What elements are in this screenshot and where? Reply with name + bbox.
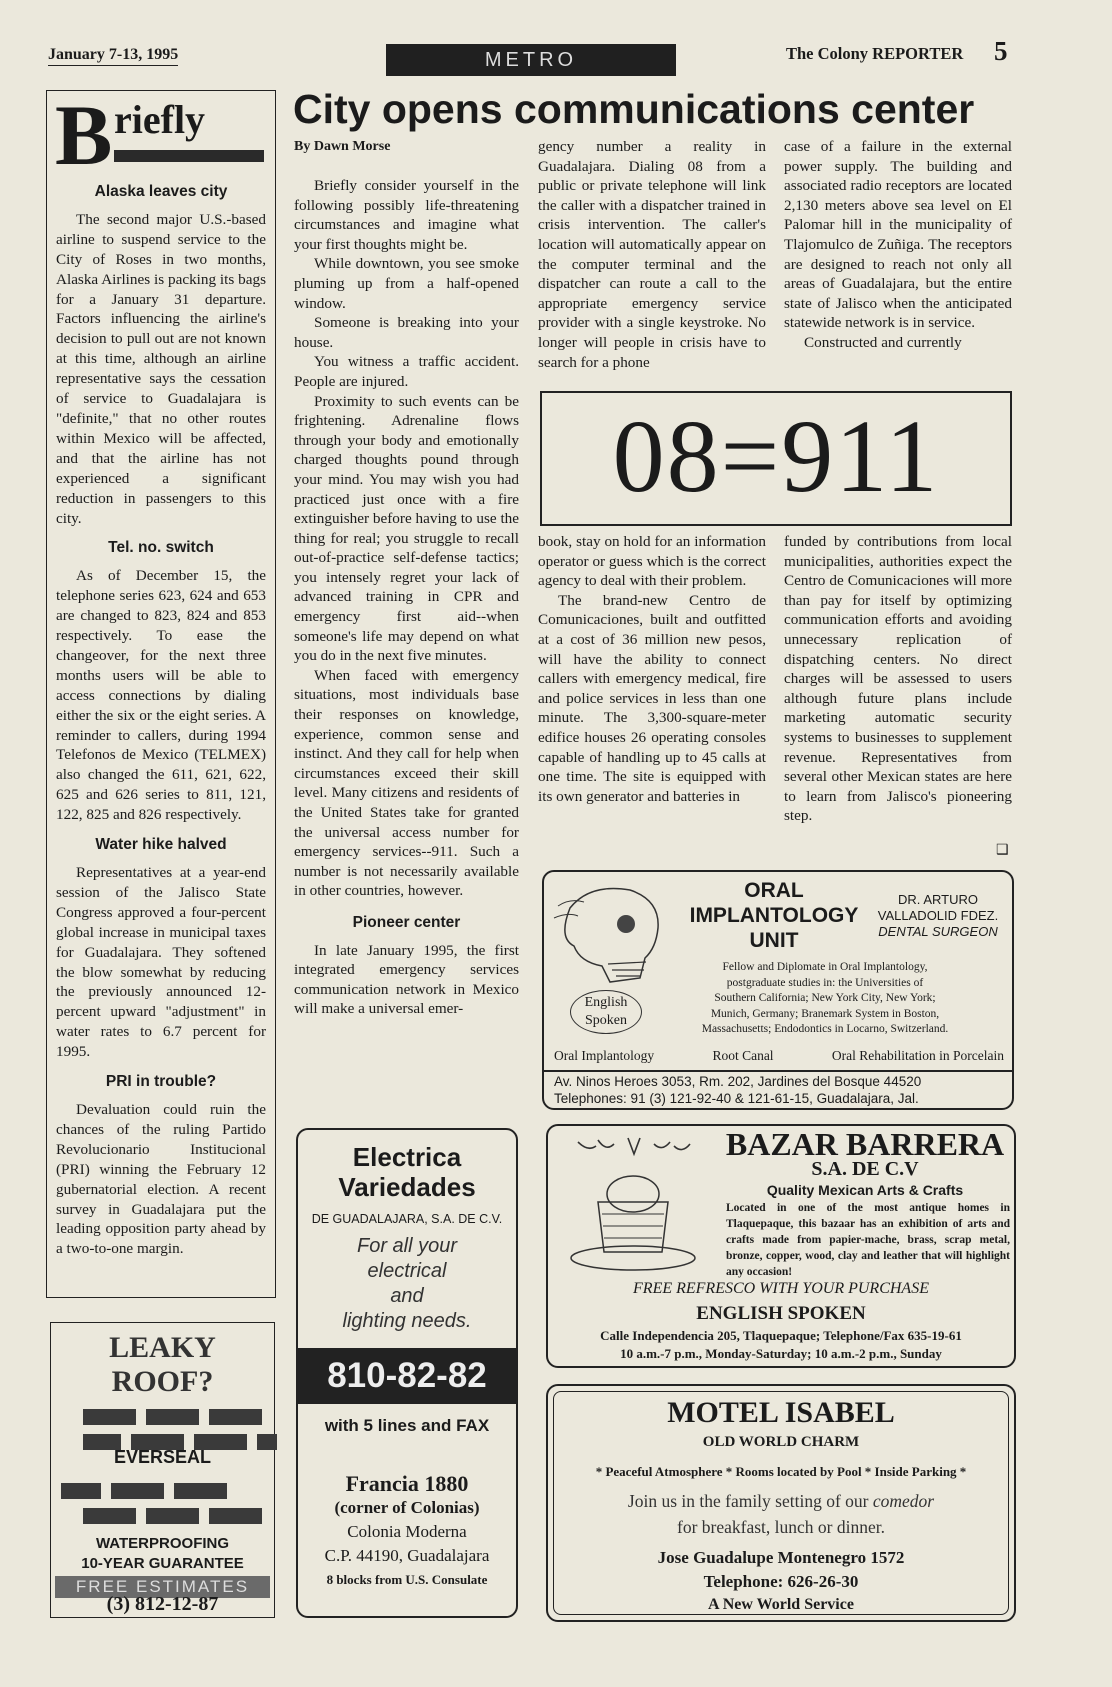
article-column-2-bottom [538, 532, 766, 806]
article-paragraph: The brand-new Centro de Comunicaciones, built and outfitted at a cost of 36 million new pesos, will have the ability to connect callers with emergency medical, fire and police services in less than one minute. The 3,300-square-meter edifice houses 26 operating consoles capable of handling up to 45 calls at one time. The site is equipped with its own generator and batteries in [538, 591, 766, 805]
bazar-company: S.A. DE C.V [811, 1158, 919, 1180]
basket-illustration-icon [558, 1132, 708, 1282]
join-italic: comedor [872, 1491, 935, 1511]
issue-date: January 7-13, 1995 [48, 46, 178, 66]
briefly-drop-letter: B [55, 87, 113, 183]
oral-title [674, 878, 874, 953]
leaky-phone: (3) 812-12-87 [106, 1593, 219, 1615]
brick-row [83, 1409, 262, 1425]
motel-join-line: for breakfast, lunch or dinner. [677, 1517, 885, 1537]
article-column-3-top [784, 137, 1012, 353]
brief-body: Representatives at a year-end session of the Jalisco State Congress approved a four-percent global increase in municipal taxes for Guadalajara. They softened the blow somewhat by reducing the previously announced 12-percent upward "adjustment" in water rates to 6.7 percent for 1995. [56, 864, 266, 1061]
bazar-promo: FREE REFRESCO WITH YOUR PURCHASE [633, 1280, 929, 1297]
bazar-description: Located in one of the most antique homes in Tlaquepaque, this bazaar has an exhibition of arts and crafts made from papier-mache, brass, scrap metal, bronze, copper, wood, clay and leather that will highlight any occasion! [726, 1202, 1010, 1278]
address-line: (corner of Colonias) [334, 1498, 480, 1517]
oral-title-line: ORAL [744, 879, 804, 902]
callout-number: 08=911 [612, 399, 940, 514]
article-paragraph: When faced with emergency situations, most individuals base their responses on knowledge, experience, common sense and instinct. And they call for help when circumstances exceed their skill level. Many citizens and residents of the United States take for granted the universal access number for emergency services--911. Such a number is not necessarily available in other countries, however. [294, 666, 519, 900]
article-paragraph: Constructed and currently [804, 333, 962, 351]
credential-line: Munich, Germany; Branemark System in Boston, [710, 1007, 940, 1020]
doctor-line: VALLADOLID FDEZ. [877, 908, 999, 923]
bazar-name: BAZAR BARRERA [725, 1126, 1005, 1162]
article-headline: City opens communications center [293, 86, 975, 132]
leaky-line2: ROOF? [111, 1365, 214, 1398]
motel-tag: OLD WORLD CHARM [702, 1434, 860, 1450]
oral-divider [544, 1070, 1012, 1072]
brief-body: Devaluation could ruin the chances of the ruling Partido Revolucionario Institucional (PRI) winning the February 12 gubernatorial election. A recent survey in Guadalajara put the leading opposition party ahead by a two-to-one margin. [56, 1100, 266, 1258]
doctor-line: DR. ARTURO [898, 892, 978, 907]
section-banner [386, 44, 676, 76]
paper-name: The Colony REPORTER [786, 44, 964, 63]
article-paragraph: In late January 1995, the first integrated emergency services communication network in Mexico will make a universal emer- [294, 941, 519, 1018]
article-paragraph: gency number a reality in Guadalajara. Dialing 08 from a public or private telephone will link the caller with a dispatcher trained in crisis intervention. The caller's location will automatically appear on the computer terminal and the dispatcher can route a call to the appropriate emergency service provider with a single keystroke. No longer will people in crisis have to search for a phone [538, 138, 766, 371]
article-paragraph: Someone is breaking into your house. [294, 314, 519, 351]
brief-heading: Water hike halved [95, 836, 227, 854]
electrica-name1: Electrica [352, 1142, 462, 1172]
slogan-line: lighting needs. [342, 1310, 472, 1332]
article-paragraph: funded by contributions from local municipalities, authorities expect the Centro de Comunicaciones will more than pay for itself by optimizing communication efforts and avoiding unnecessary replication of dispatching centers. No direct charges will be assessed to users although future plans include marketing automatic security systems to businesses to supplement revenue. Representatives from several other Mexican states are here to learn from Jalisco's pioneering step. [784, 533, 1012, 825]
section-label: METRO [484, 49, 578, 71]
credential-line: Southern California; New York City, New York; [714, 992, 936, 1004]
english-line: English [584, 995, 628, 1010]
briefly-title: riefly [114, 97, 206, 142]
callout-box [540, 391, 1012, 526]
article-column-1 [294, 176, 519, 1019]
credential-line: postgraduate studies in: the Universities of [726, 976, 924, 989]
brick-row [83, 1508, 262, 1524]
credential-line: Massachusetts; Endodontics in Locarno, Switzerland. [701, 1023, 949, 1035]
motel-address: Jose Guadalupe Montenegro 1572 [657, 1548, 905, 1567]
leaky-brand: EVERSEAL [113, 1447, 212, 1467]
address-line: 8 blocks from U.S. Consulate [326, 1572, 488, 1587]
article-subhead: Pioneer center [352, 913, 461, 931]
article-paragraph: case of a failure in the external power supply. The building and associated radio receptors are located 2,130 meters above sea level on El Palomar hill in the municipality of Tlajomulco de Zuñiga. The receptors are designed to reach not only all areas of Guadalajara, but the entire state of Jalisco when the anticipated statewide network is in service. [784, 138, 1012, 332]
electrica-slogan [298, 1234, 516, 1334]
article-paragraph: Briefly consider yourself in the following possibly life-threatening circumstances and imagine what your first thoughts might be. [294, 177, 519, 253]
electrica-company: DE GUADALAJARA, S.A. DE C.V. [311, 1212, 503, 1226]
article-column-3-bottom [784, 532, 1012, 826]
ad-leaky-roof [50, 1322, 275, 1618]
motel-join-line [548, 1488, 1014, 1514]
oral-phones: Telephones: 91 (3) 121-92-40 & 121-61-15, Guadalajara, Jal. [554, 1091, 919, 1106]
doctor-line: DENTAL SURGEON [878, 924, 998, 939]
briefly-rule [114, 150, 264, 162]
slogan-line: electrical [367, 1260, 447, 1282]
english-spoken-badge [570, 990, 642, 1034]
leaky-line1: LEAKY [109, 1331, 216, 1364]
slogan-line: and [390, 1285, 424, 1307]
service-item: Root Canal [712, 1048, 774, 1063]
leaky-tag2: 10-YEAR GUARANTEE [81, 1555, 244, 1572]
address-line: Colonia Moderna [347, 1522, 467, 1541]
oral-services [554, 1048, 1004, 1064]
ad-oral-implantology [542, 870, 1014, 1110]
slogan-line: For all your [356, 1235, 458, 1257]
address-line: Francia 1880 [345, 1471, 469, 1496]
page-number: 5 [994, 36, 1008, 66]
electrica-name2: Variedades [338, 1172, 476, 1202]
bazar-english: ENGLISH SPOKEN [696, 1303, 866, 1324]
oral-address: Av. Ninos Heroes 3053, Rm. 202, Jardines del Bosque 44520 [554, 1074, 922, 1089]
brief-body: The second major U.S.-based airline to suspend service to the City of Roses in two months, Alaska Airlines is packing its bags for a January 31 departure. Factors influencing the airline's decision to pull out are not known at this time, although an airline representative says the cessation of service to Guadalajara is "definite," that no other routes within Mexico will be affected, and that the airline has not experienced a significant reduction in passengers to this city. [56, 210, 266, 527]
bazar-tagline: Quality Mexican Arts & Crafts [766, 1182, 964, 1198]
oral-credentials [660, 960, 990, 1038]
motel-features: * Peaceful Atmosphere * Rooms located by Pool * Inside Parking * [595, 1464, 967, 1479]
brief-heading: PRI in trouble? [105, 1073, 217, 1091]
ad-electrica [296, 1128, 518, 1618]
service-item: Oral Rehabilitation in Porcelain [831, 1048, 1004, 1063]
motel-join [548, 1488, 1014, 1540]
end-mark: ❑ [996, 843, 1009, 858]
ad-bazar-barrera [546, 1124, 1016, 1368]
electrica-phone: 810-82-82 [298, 1348, 516, 1404]
oral-title-line: UNIT [749, 929, 799, 952]
article-byline: By Dawn Morse [294, 139, 391, 154]
electrica-lines: with 5 lines and FAX [324, 1416, 490, 1435]
motel-slogan: A New World Service [708, 1596, 854, 1613]
article-paragraph: While downtown, you see smoke pluming up from a half-opened window. [294, 255, 519, 312]
oral-title-line: IMPLANTOLOGY [689, 904, 859, 927]
briefly-column [56, 176, 266, 1259]
skull-illustration-icon [550, 878, 670, 988]
article-column-2-top [538, 137, 766, 372]
leaky-free-estimates: FREE ESTIMATES [55, 1576, 270, 1598]
brick-row [61, 1483, 227, 1499]
service-item: Oral Implantology [554, 1048, 655, 1063]
article-paragraph: You witness a traffic accident. People are injured. [294, 353, 519, 390]
leaky-tag1: WATERPROOFING [95, 1535, 230, 1552]
join-text: Join us in the family setting of our [627, 1491, 873, 1511]
address-line: C.P. 44190, Guadalajara [324, 1546, 490, 1565]
brief-heading: Alaska leaves city [94, 183, 228, 200]
brief-body: As of December 15, the telephone series 623, 624 and 653 are changed to 823, 824 and 853 respectively. To ease the changeover, for the next three months users will be able to access connections by dialing either the six or the eight series. A reminder to callers, during 1994 Telefonos de Mexico (TELMEX) also changed the 611, 621, 622, 625 and 626 series to 811, 121, 122, 825 and 826 respectively. [56, 567, 266, 824]
credential-line: Fellow and Diplomate in Oral Implantology, [722, 961, 928, 973]
article-paragraph: Proximity to such events can be frightening. Adrenaline flows through your body and emotionally charged thoughts pound through your mind. You may wish you had practiced just once with a fire extinguisher before having to use the thing for real; you struggle to recall out-of-practice self-defense tactics; you intensely regret your lack of advanced training in CPR and emergency first aid--when someone's life may depend on what you do in the next five minutes. [294, 392, 519, 665]
motel-phone: Telephone: 626-26-30 [703, 1572, 859, 1591]
electrica-address [298, 1472, 516, 1592]
article-paragraph: book, stay on hold for an information operator or guess which is the correct agency to deal with their problem. [538, 533, 766, 590]
bazar-hours: 10 a.m.-7 p.m., Monday-Saturday; 10 a.m.-2 p.m., Sunday [620, 1346, 942, 1361]
brief-heading: Tel. no. switch [108, 539, 214, 557]
english-line: Spoken [585, 1013, 627, 1028]
ad-motel-isabel [546, 1384, 1016, 1622]
motel-name: MOTEL ISABEL [667, 1396, 895, 1429]
bazar-address: Calle Independencia 205, Tlaquepaque; Telephone/Fax 635-19-61 [600, 1328, 962, 1343]
oral-doctor [864, 892, 1012, 940]
